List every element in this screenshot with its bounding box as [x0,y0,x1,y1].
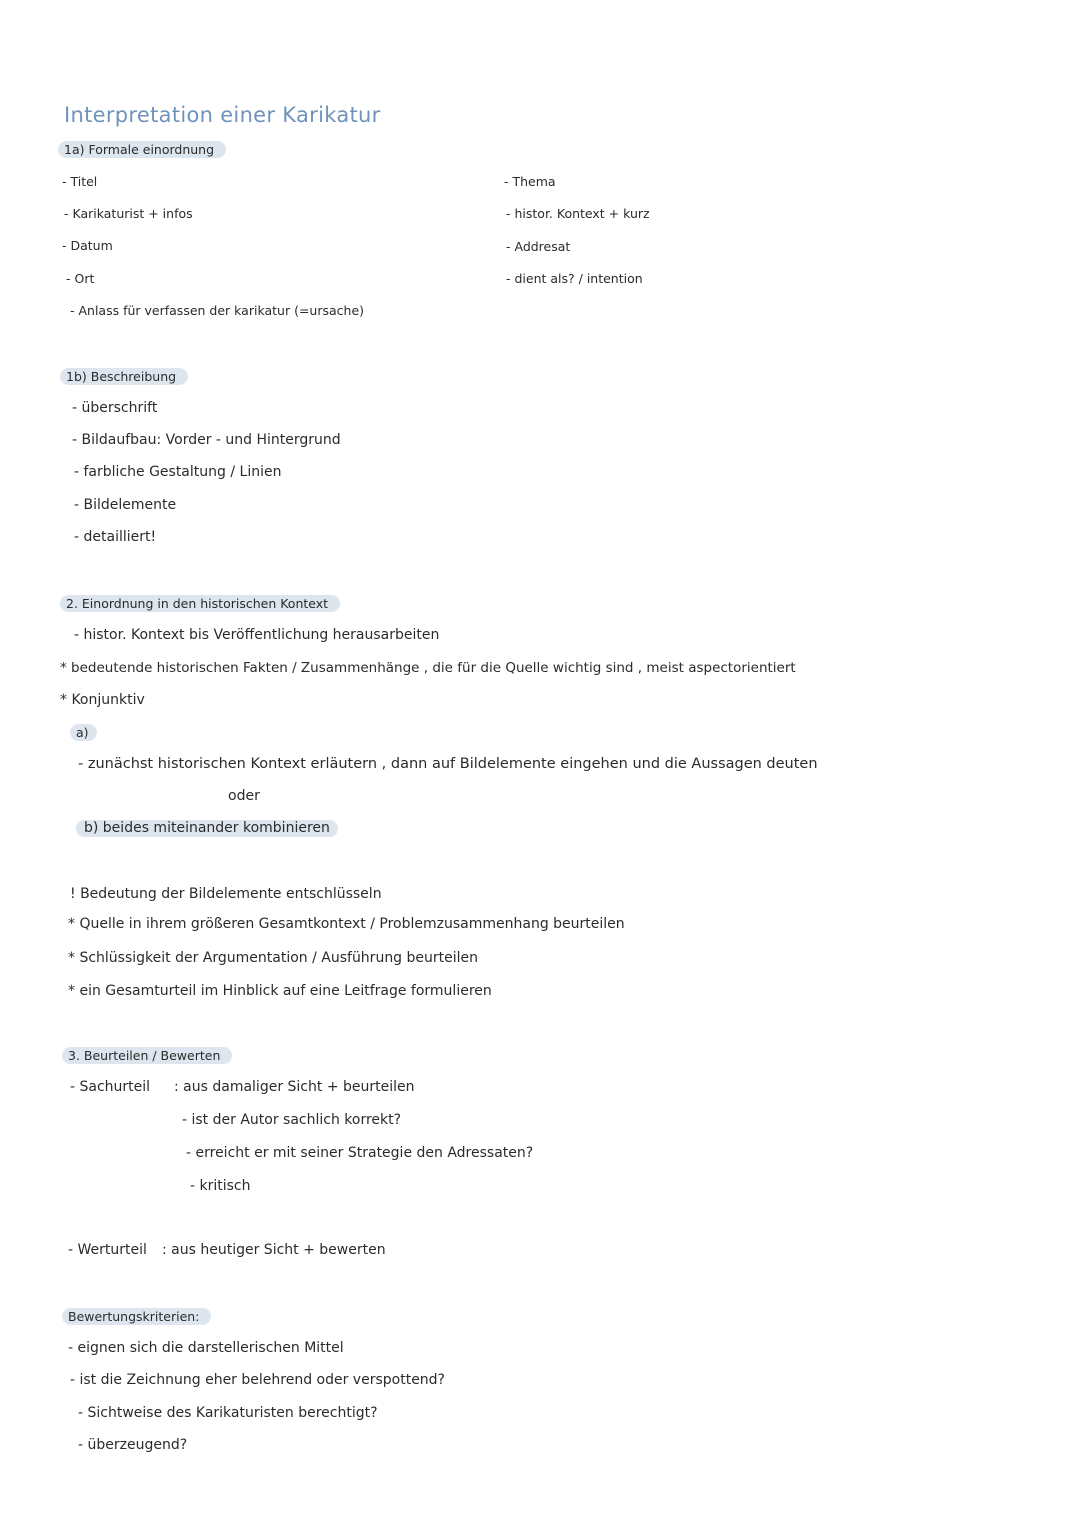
s2-line: * Konjunktiv [60,692,145,708]
s2-bullet: * Quelle in ihrem größeren Gesamtkontext / Problemzusammenhang beurteilen [68,916,625,932]
section-3-heading: 3. Beurteilen / Bewerten [62,1047,232,1064]
s2-bullet: * Schlüssigkeit der Argumentation / Ausführung beurteilen [68,950,479,966]
s1b-item: - detailliert! [74,529,157,545]
s2-b-text: b) beides miteinander kombinieren [76,820,338,837]
criteria-item: - Sichtweise des Karikaturisten berechtigt? [78,1405,378,1421]
s1b-item: - Bildaufbau: Vorder - und Hintergrund [72,432,341,448]
s1a-right-item: - histor. Kontext + kurz [506,206,650,221]
werturteil-text: : aus heutiger Sicht + bewerten [162,1242,386,1258]
criteria-item: - eignen sich die darstellerischen Mittel [68,1340,344,1356]
s2-bullet: ! Bedeutung der Bildelemente entschlüsseln [70,886,382,902]
section-1b-heading: 1b) Beschreibung [60,368,188,385]
page-title: Interpretation einer Karikatur [64,103,381,127]
s2-bullet: * ein Gesamturteil im Hinblick auf eine Leitfrage formulieren [68,983,492,999]
s1a-left-item: - Titel [62,174,98,189]
s2-line: - histor. Kontext bis Veröffentlichung herausarbeiten [74,627,440,643]
s1a-left-item: - Karikaturist + infos [64,206,193,221]
section-1a-heading: 1a) Formale einordnung [58,141,226,158]
s1b-item: - überschrift [72,400,158,416]
s1a-left-item: - Datum [62,238,113,253]
section-2-heading: 2. Einordnung in den historischen Kontext [60,595,340,612]
criteria-item: - überzeugend? [78,1437,188,1453]
s1a-left-item: - Anlass für verfassen der karikatur (=ursache) [70,303,365,318]
sachurteil-sub: - kritisch [190,1178,251,1194]
sachurteil-sub: - ist der Autor sachlich korrekt? [182,1112,402,1128]
s1a-right-item: - Thema [504,174,556,189]
s1b-item: - farbliche Gestaltung / Linien [74,464,282,480]
s1b-item: - Bildelemente [74,497,177,513]
s1a-right-item: - Addresat [506,239,571,254]
criteria-heading: Bewertungskriterien: [62,1308,211,1325]
sachurteil-sub: - erreicht er mit seiner Strategie den Adressaten? [186,1145,534,1161]
s1a-left-item: - Ort [66,271,95,286]
s1a-right-item: - dient als? / intention [506,271,643,286]
werturteil-label: - Werturteil [68,1242,147,1258]
sachurteil-label: - Sachurteil [70,1079,151,1095]
sachurteil-text: : aus damaliger Sicht + beurteilen [174,1079,415,1095]
criteria-item: - ist die Zeichnung eher belehrend oder verspottend? [70,1372,445,1388]
s2-a-label: a) [70,724,97,741]
s2-a-text: - zunächst historischen Kontext erläutern , dann auf Bildelemente eingehen und die Aussagen deuten [78,756,818,772]
s2-oder: oder [228,788,260,804]
s2-line: * bedeutende historischen Fakten / Zusammenhänge , die für die Quelle wichtig sind , meist aspectorientiert [60,660,796,676]
